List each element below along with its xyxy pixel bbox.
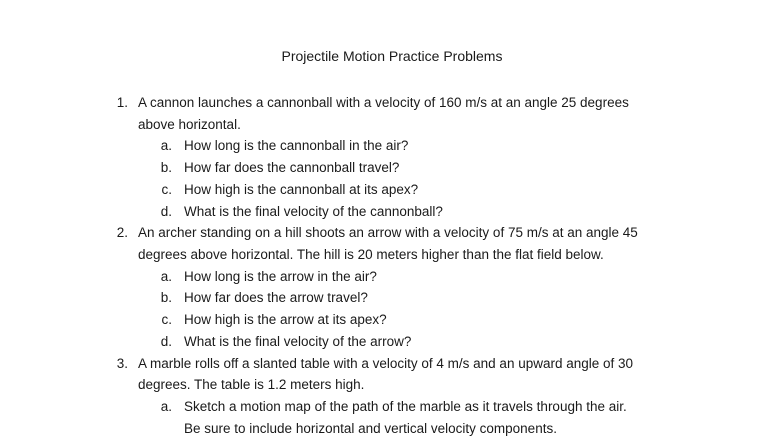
part-letter: b. [160,160,172,175]
problem-text: A cannon launches a cannonball with a velocity of 160 m/s at an angle 25 degrees [138,95,629,110]
part-text: Be sure to include horizontal and vertical velocity components. [184,421,557,436]
part-text: How far does the arrow travel? [184,290,368,305]
problem-text: degrees above horizontal. The hill is 20 meters higher than the flat field below. [138,247,604,262]
problem-text: degrees. The table is 1.2 meters high. [138,377,365,392]
problem-text: An archer standing on a hill shoots an arrow with a velocity of 75 m/s at an angle 45 [138,225,638,240]
part-text: How far does the cannonball travel? [184,160,400,175]
part-text: How high is the arrow at its apex? [184,312,387,327]
problem-number: 1. [116,95,128,110]
part-text: What is the final velocity of the arrow? [184,334,412,349]
part-text: What is the final velocity of the cannonball? [184,204,443,219]
problem-text: A marble rolls off a slanted table with a velocity of 4 m/s and an upward angle of 30 [138,356,634,371]
part-text: How long is the cannonball in the air? [184,138,409,153]
page-title: Projectile Motion Practice Problems [281,48,503,64]
problem-number: 3. [116,356,128,371]
part-letter: d. [160,204,172,219]
part-text: Sketch a motion map of the path of the marble as it travels through the air. [184,399,627,414]
problem-text: above horizontal. [138,117,241,132]
part-letter: b. [160,290,172,305]
part-text: How high is the cannonball at its apex? [184,182,419,197]
part-text: How long is the arrow in the air? [184,269,377,284]
part-letter: a. [160,138,172,153]
part-letter: a. [160,269,172,284]
part-letter: c. [161,312,172,327]
part-letter: a. [160,399,172,414]
part-letter: c. [161,182,172,197]
problem-number: 2. [116,225,128,240]
part-letter: d. [160,334,172,349]
